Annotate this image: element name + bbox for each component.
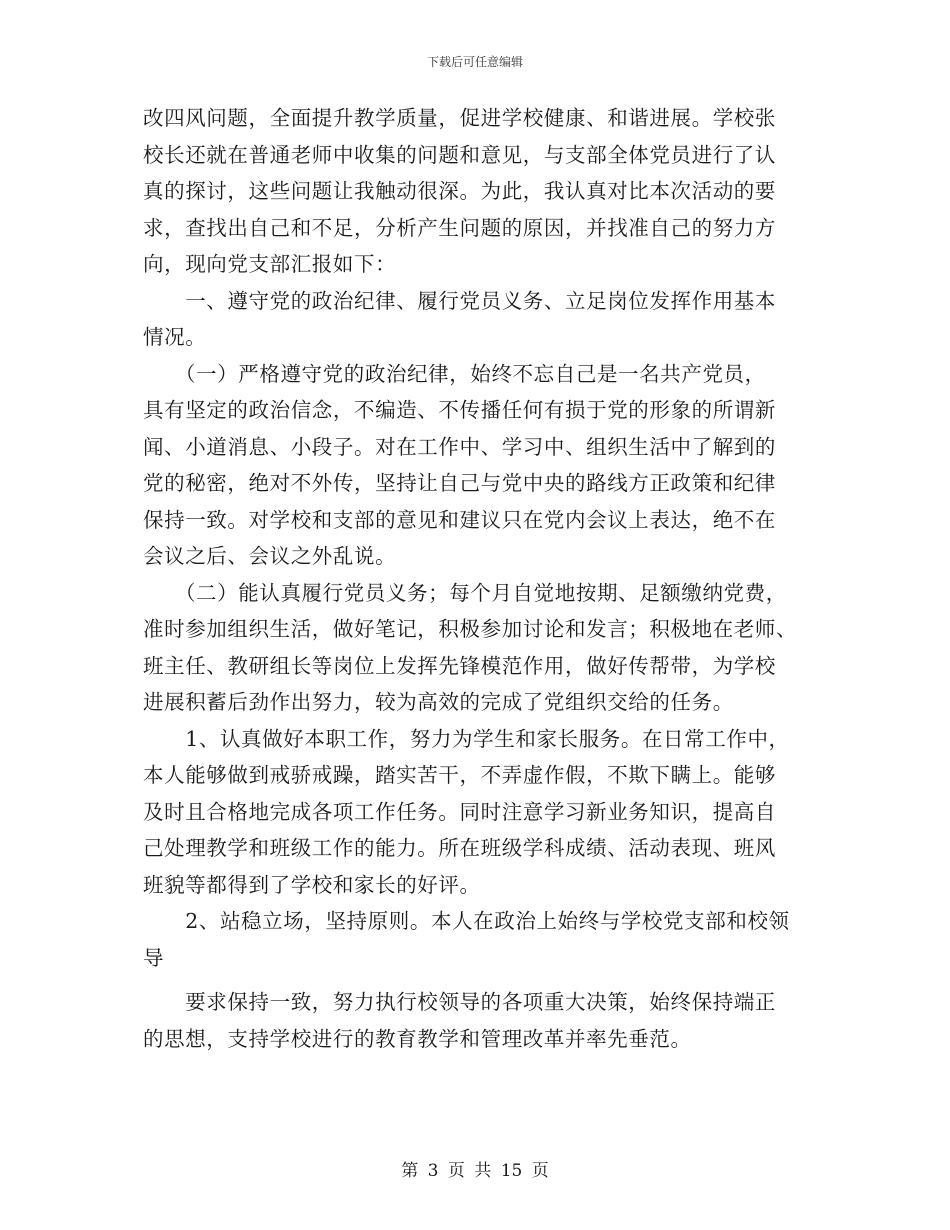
text-line: 1、认真做好本职工作，努力为学生和家长服务。在日常工作中， — [143, 726, 790, 751]
text-line: 导 — [143, 945, 165, 970]
text-line: 2、站稳立场，坚持原则。本人在政治上始终与学校党支部和校领 — [143, 909, 790, 933]
text-line: 会议之后、会议之外乱说。 — [143, 544, 397, 568]
text-line: 进展积蓄后劲作出努力，较为高效的完成了党组织交给的任务。 — [143, 690, 734, 714]
text-line: 的思想，支持学校进行的教育教学和管理改革并率先垂范。 — [143, 1026, 692, 1051]
text-line: 己处理教学和班级工作的能力。所在班级学科成绩、活动表现、班风 — [143, 836, 776, 860]
text-line: 班主任、教研组长等岗位上发挥先锋模范作用，做好传帮带，为学校 — [143, 653, 776, 678]
text-line: 及时且合格地完成各项工作任务。同时注意学习新业务知识，提高自 — [143, 799, 776, 824]
text-line: 改四风问题，全面提升教学质量，促进学校健康、和谐进展。学校张 — [143, 106, 776, 130]
text-line: 闻、小道消息、小段子。对在工作中、学习中、组织生活中了解到的 — [143, 434, 776, 459]
text-line: 具有坚定的政治信念，不编造、不传播任何有损于党的形象的所谓新 — [143, 398, 776, 422]
page-break-gap — [143, 976, 803, 984]
text-line: 准时参加组织生活，做好笔记，积极参加讨论和发言；积极地在老师、 — [143, 617, 798, 641]
text-line: 向，现向党支部汇报如下： — [143, 252, 397, 276]
text-line: 情况。 — [143, 325, 207, 349]
text-line: 要求保持一致，努力执行校领导的各项重大决策，始终保持端正 — [143, 990, 776, 1014]
text-line: （一）严格遵守党的政治纪律，始终不忘自己是一名共产党员， — [143, 361, 766, 386]
text-line: 求，查找出自己和不足，分析产生问题的原因，并找准自己的努力方 — [143, 215, 776, 240]
text-line: 党的秘密，绝对不外传，坚持让自己与党中央的路线方正政策和纪律 — [143, 471, 776, 495]
page-header: 下载后可任意编辑 — [426, 55, 523, 69]
section-heading: 一、遵守党的政治纪律、履行党员义务、立足岗位发挥作用基本 — [143, 288, 776, 313]
text-line: 保持一致。对学校和支部的意见和建议只在党内会议上表达，绝不在 — [143, 507, 776, 532]
text-line: 本人能够做到戒骄戒躁，踏实苦干，不弄虚作假，不欺下瞒上。能够 — [143, 763, 776, 787]
text-line: 班貌等都得到了学校和家长的好评。 — [143, 872, 481, 897]
document-body — [143, 100, 803, 1057]
text-line: （二）能认真履行党员义务；每个月自觉地按期、足额缴纳党费， — [143, 580, 787, 605]
text-line: 校长还就在普通老师中收集的问题和意见，与支部全体党员进行了认 — [143, 142, 776, 167]
page-number: 第 3 页 共 15 页 — [401, 1161, 549, 1181]
text-line: 真的探讨，这些问题让我触动很深。为此，我认真对比本次活动的要 — [143, 179, 776, 203]
